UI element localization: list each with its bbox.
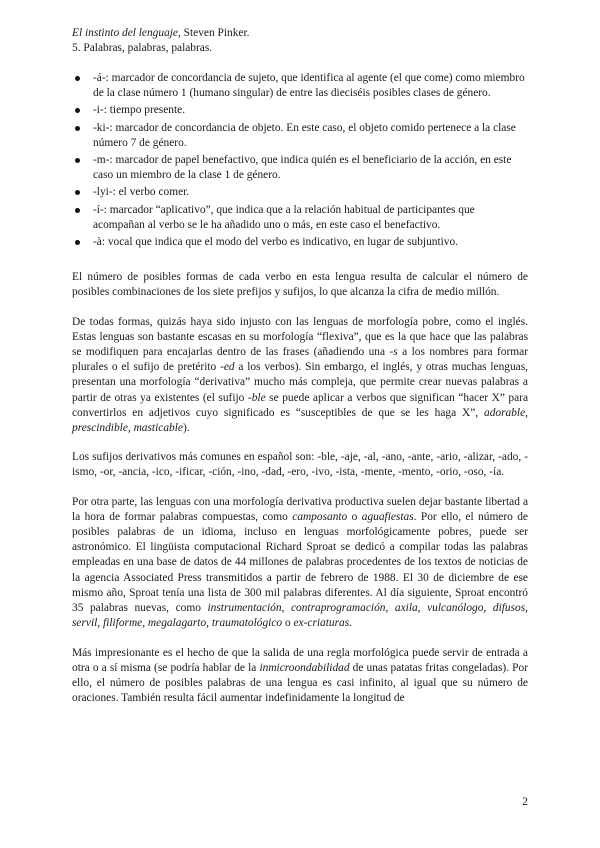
italic-run: adorable, prescindible, masticable [72, 406, 528, 435]
paragraph-suffix-list: Los sufijos derivativos más comunes en español son: -ble, -aje, -al, -ano, -ante, -ario, -alizar, -ado, -ismo, -or, -ancia, -ico, -ificar, -ción, -ino, -dad, -ero, -ivo, -ista, -mente, -mento, -orio, -oso, -ía. [72, 451, 528, 479]
text-run: a los nombres para formar plurales o el sufijo de pretérito [72, 346, 528, 374]
text-run: Más impresionante es el hecho de que la salida de una regla morfológica puede servir de entrada a otra o a sí misma (se podría hablar de la [72, 646, 528, 674]
italic-run: ex-criaturas [293, 617, 350, 630]
italic-run: camposanto [292, 510, 348, 523]
list-item: -á-: marcador de concordancia de sujeto, que identifica al agente (el que come) como miembro de la clase número 1 (humano singular) de entre las dieciséis posibles clases de género. [72, 71, 528, 101]
paragraph-derivational-morphology [72, 315, 528, 437]
paragraph-compounds [72, 495, 528, 632]
text-run: de unas patatas fritas congeladas). Por ello, el número de posibles palabras de una lengua es casi infinito, al igual que su número de oraciones. También resulta fácil aumentar indefinidamente la longitud de [72, 661, 528, 705]
text-run: se puede aplicar a verbos que significan “hacer X” para convertirlos en adjetivos cuyo significado es “susceptibles de que se les haga X”, [72, 391, 529, 419]
italic-run: -ed [220, 361, 235, 374]
book-author: , Steven Pinker. [177, 27, 250, 39]
list-item: -í-: marcador “aplicativo”, que indica que a la relación habitual de participantes que acompañan al verbo se le ha añadido uno o más, en este caso el benefactivo. [72, 203, 528, 233]
text-run: a los verbos). Sin embargo, el inglés, y otras muchas lenguas, presentan una morfología “derivativa” mucho más compleja, que permite crear nuevas palabras a partir de otras ya existentes (el sufijo [72, 361, 529, 404]
book-title: El instinto del lenguaje [72, 27, 178, 39]
text-run: . Por ello, el número de posibles palabras de un idioma, incluso en lenguas morfológicamente pobres, puede ser astronómico. El lingüista computacional Richard Sproat se dedicó a compilar todas las palabras empleadas en una base de datos de 44 millones de palabras procedentes de los textos de noticias de la agencia Associated Press transmitidos a partir de febrero de 1988. El 30 de diciembre de ese mismo año, Sproat tenía una lista de 300 mil palabras diferentes. Al día siguiente, Sproat encontró 35 palabras nuevas, como [72, 510, 528, 615]
page-number: 2 [522, 796, 528, 808]
text-run: o [347, 510, 362, 523]
header-book-line [72, 26, 532, 41]
running-header [72, 26, 532, 56]
text-run: . [349, 617, 353, 630]
chapter-title: 5. Palabras, palabras, palabras. [72, 42, 213, 54]
list-item: -i-: tiempo presente. [72, 103, 528, 118]
list-item: -ki-: marcador de concordancia de objeto. En este caso, el objeto comido pertenece a la clase número 7 de género. [72, 121, 528, 151]
paragraph-recursion [72, 646, 528, 707]
italic-run: aguafiestas [361, 510, 414, 523]
paragraph-verb-forms: El número de posibles formas de cada verbo en esta lengua resulta de calcular el número de posibles combinaciones de los siete prefijos y sufijos, lo que alcanza la cifra de medio millón. [72, 271, 528, 299]
text-run: ). [182, 422, 190, 435]
italic-run: inmicroondabilidad [259, 661, 350, 674]
body-text [72, 71, 528, 706]
italic-run: instrumentación, contraprogramación, axila, vulcanólogo, difusos, servil, filiforme, megalagarto, traumatológico [72, 602, 528, 630]
list-item: -lyi-: el verbo comer. [72, 185, 528, 200]
morpheme-list [72, 71, 528, 250]
list-item: -m-: marcador de papel benefactivo, que indica quién es el beneficiario de la acción, en este caso un miembro de la clase 1 de género. [72, 153, 528, 183]
italic-run: -ble [247, 391, 266, 404]
italic-run: -s [389, 346, 398, 359]
text-run: Por otra parte, las lenguas con una morfología derivativa productiva suelen dejar bastante libertad a la hora de formar palabras compuestas, como [72, 495, 528, 523]
text-run: De todas formas, quizás haya sido injusto con las lenguas de morfología pobre, como el inglés. Estas lenguas son bastante escasas en su morfología “flexiva”, que es la que hace que las palabras se modifiquen para encajarlas dentro de las frases (añadiendo una [72, 315, 528, 359]
text-run: o [282, 617, 294, 630]
list-item: -à: vocal que indica que el modo del verbo es indicativo, en lugar de subjuntivo. [72, 235, 528, 250]
